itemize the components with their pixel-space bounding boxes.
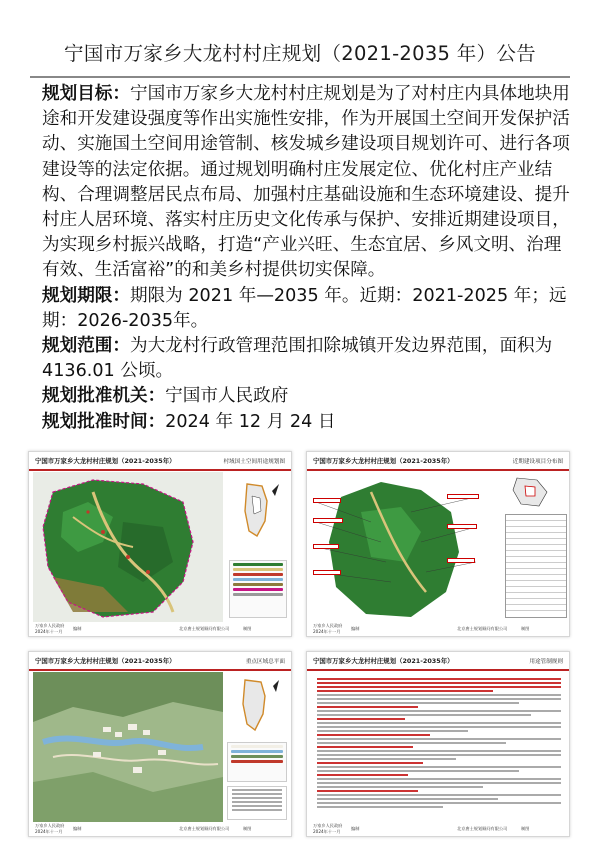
footer-company: 北京唐土规划顾问有限公司 bbox=[179, 826, 230, 831]
panel-header bbox=[307, 452, 569, 470]
panel-title: 宁国市万家乡大龙村村庄规划（2021-2035年） bbox=[313, 457, 454, 465]
footer-compile: 编制 bbox=[73, 626, 82, 631]
map-legend bbox=[227, 742, 287, 782]
panel-subtitle: 重点区域总平面 bbox=[245, 659, 285, 665]
plan-land-use-rules[interactable] bbox=[306, 651, 570, 837]
footer-org: 万家乡人民政府 bbox=[313, 823, 343, 828]
project-tag bbox=[447, 494, 479, 499]
panel-header bbox=[29, 452, 291, 470]
footer-date: 2024年十一月 bbox=[35, 629, 63, 634]
project-tag bbox=[447, 558, 475, 563]
location-inset-map bbox=[227, 674, 287, 738]
location-inset-map bbox=[227, 476, 287, 556]
project-tag bbox=[447, 524, 477, 529]
section-period bbox=[42, 284, 572, 334]
key-area-plan bbox=[33, 672, 223, 822]
panel-footer bbox=[29, 622, 291, 636]
panel-footer bbox=[307, 822, 569, 836]
footer-compile: 编制 bbox=[73, 826, 82, 831]
footer-date: 2024年十一月 bbox=[35, 829, 63, 834]
panel-title: 宁国市万家乡大龙村村庄规划（2021-2035年） bbox=[35, 657, 176, 665]
authority-label: 规划批准机关： bbox=[42, 386, 166, 407]
section-authority bbox=[42, 384, 572, 409]
plan-map-land-use[interactable] bbox=[28, 451, 292, 637]
title-divider bbox=[30, 76, 570, 78]
footer-org: 万家乡人民政府 bbox=[35, 823, 65, 828]
panel-header bbox=[29, 652, 291, 670]
project-tag bbox=[313, 570, 341, 575]
page-title: 宁国市万家乡大龙村村庄规划（2021-2035 年）公告 bbox=[64, 42, 536, 65]
goal-label: 规划目标： bbox=[42, 84, 130, 104]
map-legend bbox=[229, 560, 287, 618]
header-red-line bbox=[307, 669, 569, 671]
panel-subtitle: 村域国土空间用途规划图 bbox=[223, 459, 285, 465]
footer-drawn: 制图 bbox=[243, 826, 252, 831]
period-text: 期限为 2021 年—2035 年。近期：2021-2025 年；远期：2026-2035年。 bbox=[42, 285, 567, 331]
goal-text: 宁国市万家乡大龙村村庄规划是为了对村庄内具体地块用途和开发建设强度等作出实施性安排，作为开展国土空间开发保护活动、实施国土空间用途管制、核发城乡建设项目规划许可、进行各项建设等的法定依据。通过规划明确村庄发展定位、优化村庄产业结构、合理调整居民点布局、加强村庄基础设施和生态环境建设、提升村庄人居环境、落实村庄历史文化传承与保护、安排近期建设项目，为实现乡村振兴战略，打造“产业兴旺、生态宜居、乡风文明、治理有效、生活富裕”的和美乡村提供切实保障。 bbox=[42, 84, 570, 281]
footer-company: 北京唐土规划顾问有限公司 bbox=[457, 826, 508, 831]
footer-compile: 编制 bbox=[351, 826, 360, 831]
project-tag bbox=[313, 498, 341, 503]
footer-drawn: 制图 bbox=[243, 626, 252, 631]
panel-title: 宁国市万家乡大龙村村庄规划（2021-2035年） bbox=[313, 657, 454, 665]
rules-text-block bbox=[313, 676, 565, 810]
footer-org: 万家乡人民政府 bbox=[313, 623, 343, 628]
authority-text: 宁国市人民政府 bbox=[165, 386, 289, 407]
panel-footer bbox=[29, 822, 291, 836]
footer-org: 万家乡人民政府 bbox=[35, 623, 65, 628]
section-scope bbox=[42, 334, 572, 384]
footer-date: 2024年十一月 bbox=[313, 629, 341, 634]
project-tag bbox=[313, 518, 343, 523]
plan-map-near-term-projects[interactable] bbox=[306, 451, 570, 637]
footer-drawn: 制图 bbox=[521, 626, 530, 631]
panel-subtitle: 近期建设项目分布图 bbox=[512, 459, 563, 465]
header-red-line bbox=[307, 469, 569, 471]
header-red-line bbox=[29, 469, 291, 471]
panel-header bbox=[307, 652, 569, 670]
footer-company: 北京唐土规划顾问有限公司 bbox=[457, 626, 508, 631]
footer-date: 2024年十一月 bbox=[313, 829, 341, 834]
panel-subtitle: 用途管制规则 bbox=[529, 659, 563, 665]
land-use-map bbox=[33, 472, 223, 622]
plan-map-key-area[interactable] bbox=[28, 651, 292, 837]
section-date bbox=[42, 410, 572, 435]
panel-title: 宁国市万家乡大龙村村庄规划（2021-2035年） bbox=[35, 457, 176, 465]
project-tag bbox=[313, 544, 339, 549]
announcement-body bbox=[42, 82, 572, 435]
footer-company: 北京唐土规划顾问有限公司 bbox=[179, 626, 230, 631]
date-text: 2024 年 12 月 24 日 bbox=[165, 411, 336, 432]
date-label: 规划批准时间： bbox=[42, 411, 166, 432]
section-goal bbox=[42, 82, 572, 284]
scope-text: 为大龙村行政管理范围扣除城镇开发边界范围，面积为4136.01 公顷。 bbox=[42, 336, 553, 382]
plan-maps-grid bbox=[28, 451, 576, 837]
footer-compile: 编制 bbox=[351, 626, 360, 631]
period-label: 规划期限： bbox=[42, 285, 130, 306]
project-table bbox=[505, 514, 567, 618]
scope-label: 规划范围： bbox=[42, 336, 130, 357]
plan-notes bbox=[227, 786, 287, 820]
footer-drawn: 制图 bbox=[521, 826, 530, 831]
header-red-line bbox=[29, 669, 291, 671]
panel-footer bbox=[307, 622, 569, 636]
location-inset-map bbox=[507, 474, 565, 510]
